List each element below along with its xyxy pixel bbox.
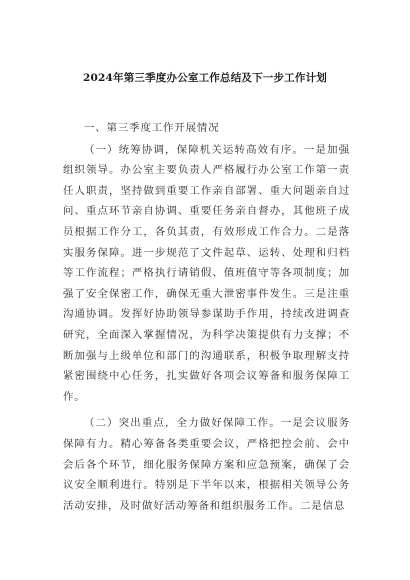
paragraph-2: （二）突出重点，全力做好保障工作。一是会议服务保障有力。精心筹备各类重要会议，严格把控会前、会中会后各个环节，细化服务保障方案和应急预案，确保了会议安全顺利进行。特别是下半年以来，根据相关领导公务活动安排，及时做好活动筹备和组织服务工作。二是信息 [63, 417, 350, 512]
section-heading: 一、第三季度工作开展情况 [84, 122, 220, 134]
paragraph-1: （一）统筹协调，保障机关运转高效有序。一是加强组织领导。办公室主要负责人严格履行办公室工作第一责任人职责，坚持做到重要工作亲自部署、重大问题亲自过问、重点环节亲自协调、重要任务亲自督办，其他班子成员根据工作分工，各负其责，有效形成工作合力。二是落实服务保障。进一步规范了文件起草、运转、处理和归档等工作流程；严格执行请销假、值班值守等各项制度；加强了安全保密工作，确保无重大泄密事件发生。三是注重沟通协调。发挥好协助领导参谋助手作用，持续改进调查研究，全面深入掌握情况，为科学决策提供有力支撑；不断加强与上级单位和部门的沟通联系，积极争取理解支持紧密围绕中心任务，扎实做好各项会议筹备和服务保障工作。 [63, 143, 350, 403]
document-title: 2024年第三季度办公室工作总结及下一步工作计划 [82, 72, 328, 84]
document-body [63, 118, 350, 522]
